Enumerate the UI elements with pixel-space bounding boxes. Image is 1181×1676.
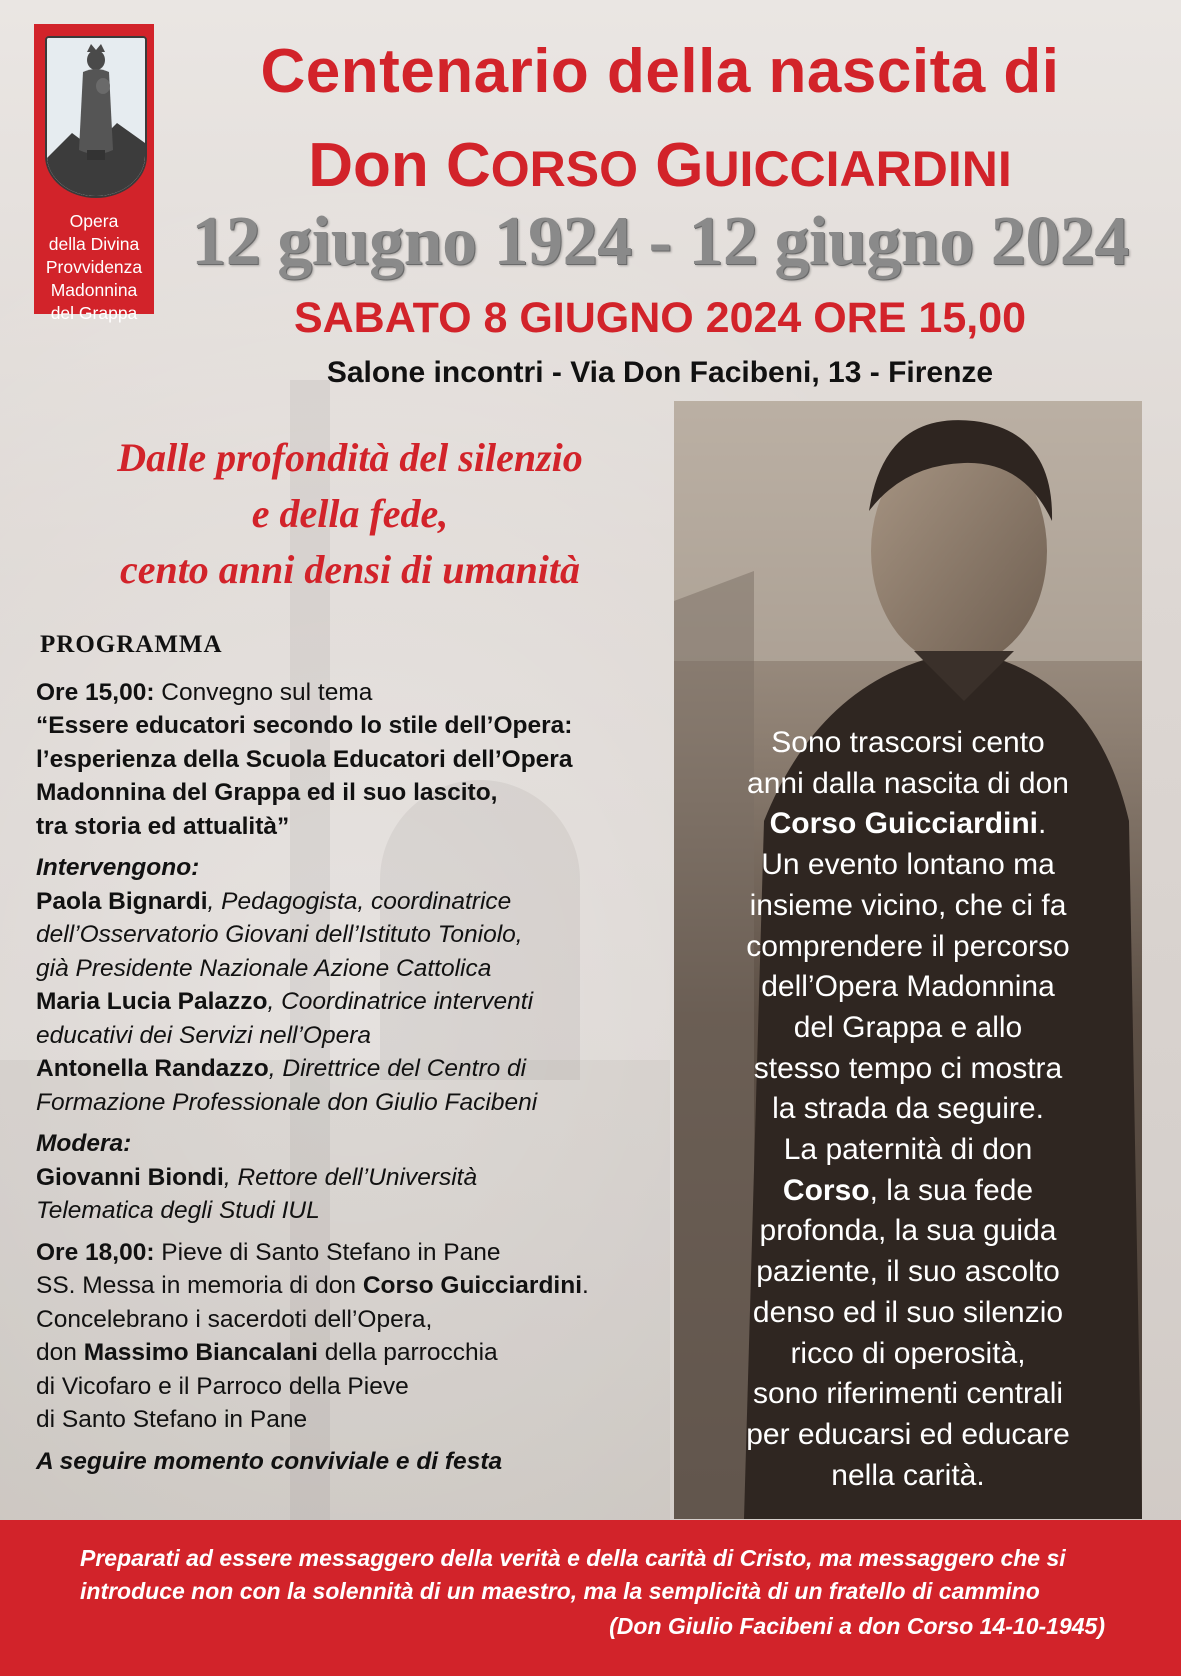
reflection-bold: Corso Guicciardini [769,807,1039,841]
motto-line-1: Dalle profondità del silenzio [117,435,583,480]
speaker-role: , Coordinatrice interventi [267,988,534,1015]
title-line-2 [160,130,1160,201]
program-line [36,743,676,777]
event-venue: Salone incontri - Via Don Facibeni, 13 - Firenze [326,356,994,389]
reflection-line: paziente, il suo ascolto [756,1255,1060,1289]
reflection-line [674,804,1142,845]
reflection-punct: . [1038,807,1047,841]
reflection-line: anni dalla nascita di don [747,766,1069,800]
session-time: Ore 18,00: [36,1238,155,1266]
quote-line: Preparati ad essere messaggero della verità e della carità di Cristo, ma messaggero che si [80,1545,1066,1571]
reflection-line: sono riferimenti centrali [752,1377,1064,1411]
footer-quote [0,1520,1181,1676]
program-line [36,985,676,1019]
logo-text: Opera della Divina Provvidenza Madonnina del Grappa [45,211,143,323]
program-line [36,885,676,919]
reflection-line [674,1171,1142,1212]
reflection-line: comprendere il percorso [746,929,1070,963]
speaker-role: , Pedagogista, coordinatrice [207,887,512,915]
theme-line: Madonnina del Grappa ed il suo lascito, [36,779,498,806]
anniversary-dates: 12 giugno 1924 - 12 giugno 2024 [191,203,1129,280]
reflection-line: dell’Opera Madonnina [761,970,1055,1004]
portrait-photo [674,401,1142,1519]
program-heading: PROGRAMMA [40,631,223,658]
moderator [36,1127,676,1228]
program-session-2 [36,1236,676,1437]
title-line-1: Centenario della nascita di [260,37,1060,106]
program-line [36,918,676,952]
closing-note: A seguire momento conviviale e di festa [36,1447,503,1475]
mass-punct: . [582,1272,589,1299]
reflection-bold: Corso [782,1173,870,1207]
session-desc: Convegno sul tema [154,678,373,706]
program-line [36,1019,676,1053]
program-line [36,676,676,710]
mass-text: don [36,1339,84,1366]
speaker-role: dell’Osservatorio Giovani dell’Istituto Toniolo, [36,921,523,948]
moderator-label: Modera: [36,1130,132,1157]
speakers-label: Intervengono: [36,854,200,881]
speaker-name: Maria Lucia Palazzo [36,988,268,1015]
reflection-line: per educarsi ed educare [746,1417,1070,1451]
madonna-shield-icon [45,36,147,198]
moderator-role: , Rettore dell’Università [223,1163,478,1191]
reflection-line: Sono trascorsi cento [771,726,1045,759]
reflection-rest: , la sua fede [869,1173,1034,1207]
program-session-1 [36,676,676,844]
reflection-line: la strada da seguire. [772,1092,1044,1126]
program-line [36,952,676,986]
speaker-name: Paola Bignardi [36,887,208,915]
theme-line: “Essere educatori secondo lo stile dell’Opera: [36,712,573,739]
session-time: Ore 15,00: [36,678,155,706]
program-line [36,1052,676,1086]
reflection-line: Un evento lontano ma [761,848,1055,882]
motto [40,430,660,598]
moderator-role: Telematica degli Studi IUL [36,1197,320,1224]
program-line [36,709,676,743]
speakers [36,851,676,1119]
program [36,628,676,1478]
reflection-line: insieme vicino, che ci fa [749,888,1067,922]
mass-text: della parrocchia [317,1339,498,1366]
title-don: Don C [308,131,491,200]
program-line: di Santo Stefano in Pane [36,1406,308,1433]
theme-line: tra storia ed attualità” [36,812,290,840]
reflection-text [674,723,1142,1496]
quote-text [80,1542,1140,1608]
title-corso-sc: ORSO [490,141,638,197]
program-line [36,1236,676,1270]
reflection-line: stesso tempo ci mostra [753,1051,1063,1085]
program-line [36,1269,676,1303]
program-line [36,1161,676,1195]
program-line [36,1194,676,1228]
moderator-name: Giovanni Biondi [36,1163,224,1191]
theme-line: l’esperienza della Scuola Educatori dell’Opera [36,745,573,773]
motto-line-3: cento anni densi di umanità [119,547,581,592]
title-guicciardini-sc: UICCIARDINI [703,141,1012,197]
mass-text: SS. Messa in memoria di don [36,1272,363,1299]
quote-source: (Don Giulio Facibeni a don Corso 14-10-1945) [609,1613,1105,1639]
program-line [36,1336,676,1370]
motto-line-2: e della fede, [251,491,449,536]
celebrant-name: Massimo Biancalani [83,1339,318,1366]
reflection-line: denso ed il suo silenzio [752,1295,1064,1329]
title-g: G [638,131,704,200]
reflection-line: profonda, la sua guida [759,1214,1057,1248]
event-date: SABATO 8 GIUGNO 2024 ORE 15,00 [293,294,1027,342]
speaker-role: già Presidente Nazionale Azione Cattolica [36,954,492,982]
session-desc: Pieve di Santo Stefano in Pane [154,1238,501,1266]
program-line [36,810,676,844]
reflection-line: ricco di operosità, [790,1336,1026,1370]
speaker-role: , Direttrice del Centro di [268,1055,527,1082]
reflection-line: nella carità. [831,1458,985,1492]
logo [34,24,154,323]
speaker-role: Formazione Professionale don Giulio Facibeni [36,1088,538,1116]
reflection-line: del Grappa e allo [793,1010,1023,1044]
program-line: di Vicofaro e il Parroco della Pieve [36,1372,409,1400]
speaker-role: educativi dei Servizi nell’Opera [36,1021,371,1049]
program-line: Concelebrano i sacerdoti dell’Opera, [36,1305,433,1333]
speaker-name: Antonella Randazzo [36,1055,269,1082]
program-line [36,776,676,810]
reflection-line: La paternità di don [783,1133,1033,1167]
program-line [36,1086,676,1120]
quote-line: introduce non con la solennità di un maestro, ma la semplicità di un fratello di cammino [80,1578,1040,1604]
mass-name: Corso Guicciardini [362,1272,582,1299]
